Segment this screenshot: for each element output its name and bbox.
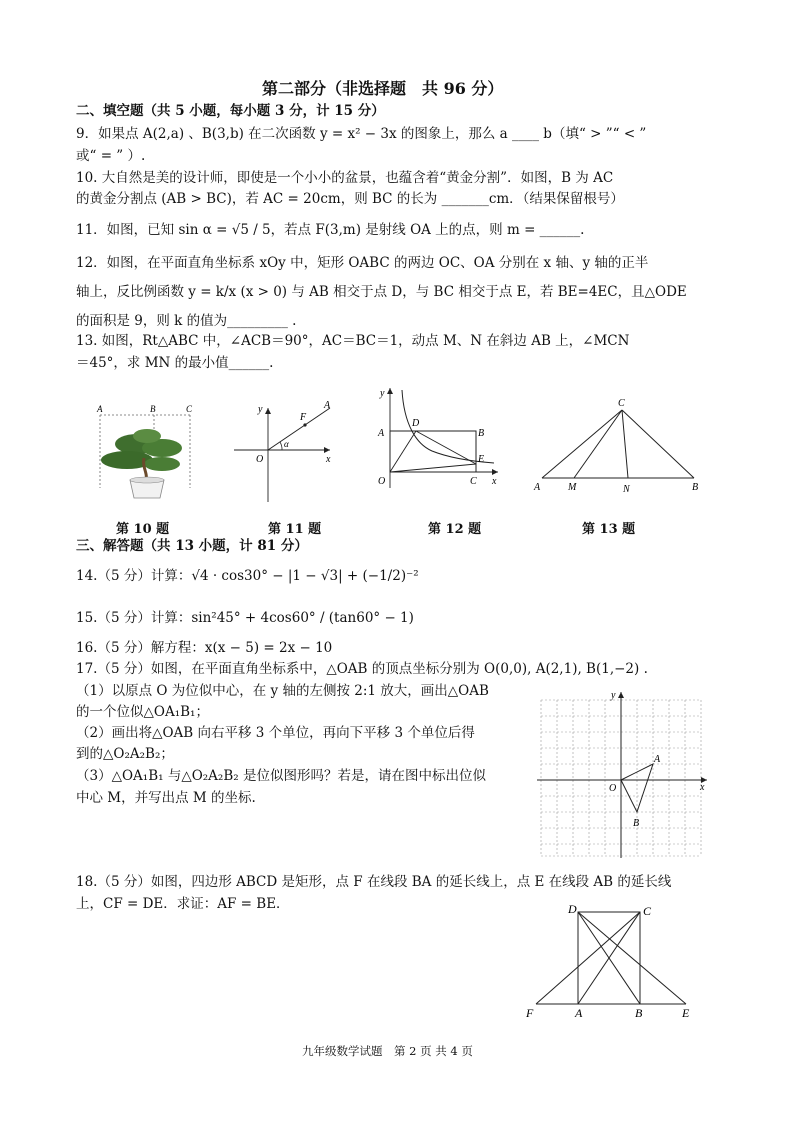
fig12-label-x: x (492, 476, 497, 487)
q11: 11．如图，已知 sin α = √5 / 5，若点 F(3,m) 是射线 OA 上的点，则 m = ______. (76, 222, 585, 238)
q17-part1b: 的一个位似△OA₁B₁； (76, 704, 209, 720)
fig18-label-a: A (575, 1006, 583, 1020)
figure-11-ray (226, 398, 336, 506)
fig18-label-f: F (526, 1006, 534, 1020)
fig18-label-d: D (568, 902, 577, 916)
fig18-label-c: C (643, 904, 652, 918)
q16: 16.（5 分）解方程：x(x − 5) = 2x − 10 (76, 640, 333, 656)
section2-title: 二、填空题（共 5 小题，每小题 3 分，计 15 分） (76, 103, 385, 119)
q17-part2a: （2）画出将△OAB 向右平移 3 个单位，再向下平移 3 个单位后得 (76, 725, 475, 741)
q17-part3b: 中心 M，并写出点 M 的坐标. (76, 790, 256, 806)
q15: 15.（5 分）计算：sin²45° + 4cos60° / (tan60° − 1) (76, 610, 414, 626)
fig13-label-c: C (618, 398, 625, 409)
q9-line1: 9．如果点 A(2,a) 、B(3,b) 在二次函数 y = x² − 3x 的图象上，那么 a ____ b（填“ > ”“ < ” (76, 126, 647, 142)
section3-title: 三、解答题（共 13 小题，计 81 分） (76, 538, 308, 554)
fig18-label-b: B (635, 1006, 643, 1020)
caption-10: 第 10 题 (116, 522, 170, 537)
fig17-label-x: x (700, 782, 705, 793)
q14: 14.（5 分）计算：√4 · cos30° − |1 − √3| + (−1/2)⁻² (76, 568, 419, 584)
fig11-label-o: O (256, 454, 264, 465)
q17-part1a: （1）以原点 O 为位似中心，在 y 轴的左侧按 2:1 放大，画出△OAB (76, 683, 489, 699)
q17-part3a: （3）△OA₁B₁ 与△O₂A₂B₂ 是位似图形吗？若是，请在图中标出位似 (76, 768, 486, 784)
fig10-label-a: A (97, 404, 103, 414)
q17-line1: 17.（5 分）如图，在平面直角坐标系中，△OAB 的顶点坐标分别为 O(0,0), A(2,1), B(1,−2) . (76, 661, 648, 677)
fig12-label-c: C (470, 476, 477, 487)
fig12-label-a: A (378, 428, 385, 439)
q10-line2: 的黄金分割点 (AB > BC)，若 AC = 20cm，则 BC 的长为 _______cm．（结果保留根号） (76, 191, 624, 207)
q18-line1: 18.（5 分）如图，四边形 ABCD 是矩形，点 F 在线段 BA 的延长线上，点 E 在线段 AB 的延长线 (76, 874, 672, 890)
q13-line1: 13. 如图，Rt△ABC 中，∠ACB＝90°，AC＝BC＝1，动点 M、N 在斜边 AB 上，∠MCN (76, 333, 630, 349)
fig10-label-b: B (150, 404, 156, 414)
figure-10-bonsai (92, 398, 202, 506)
fig12-label-y: y (380, 388, 385, 399)
fig11-label-f: F (300, 412, 307, 423)
fig11-label-alpha: α (284, 439, 289, 449)
q12-line3: 的面积是 9，则 k 的值为_________ . (76, 313, 297, 329)
fig18-label-e: E (682, 1006, 690, 1020)
fig17-label-b: B (633, 818, 640, 829)
fig13-label-b: B (692, 482, 699, 493)
fig17-label-o: O (609, 783, 617, 794)
q12-line1: 12．如图，在平面直角坐标系 xOy 中，矩形 OABC 的两边 OC、OA 分别在 x 轴、y 轴的正半 (76, 255, 649, 271)
figure-12-hyperbola (372, 384, 502, 492)
q17-part2b: 到的△O₂A₂B₂； (76, 746, 174, 762)
figure-17-grid (537, 688, 709, 860)
caption-13: 第 13 题 (582, 522, 636, 537)
q9-line2: 或“ = ” ）. (76, 148, 146, 164)
caption-11: 第 11 题 (268, 522, 322, 537)
q18-line2: 上，CF = DE．求证：AF = BE． (76, 896, 290, 912)
page-footer: 九年级数学试题 第 2 页 共 4 页 (302, 1044, 473, 1058)
page-title: 第二部分（非选择题 共 96 分） (262, 79, 504, 98)
fig12-label-o: O (378, 476, 386, 487)
fig12-label-e: E (478, 454, 485, 465)
fig11-label-y: y (258, 404, 263, 415)
figure-13-triangle (530, 394, 706, 494)
fig13-label-n: N (623, 484, 630, 494)
q13-line2: ＝45°，求 MN 的最小值______. (76, 355, 274, 371)
fig11-label-a: A (324, 400, 331, 411)
fig13-label-m: M (568, 482, 577, 493)
q12-line2: 轴上，反比例函数 y = k/x (x > 0) 与 AB 相交于点 D，与 BC 相交于点 E，若 BE=4EC，且△ODE (76, 284, 687, 300)
fig10-label-c: C (186, 404, 193, 414)
fig12-label-b: B (478, 428, 485, 439)
fig13-label-a: A (534, 482, 541, 493)
fig17-label-a: A (654, 754, 661, 765)
figure-18-rectangle (522, 900, 702, 1022)
fig12-label-d: D (412, 418, 420, 429)
fig11-label-x: x (326, 454, 331, 465)
q10-line1: 10. 大自然是美的设计师，即使是一个小小的盆景，也蕴含着“黄金分割”．如图，B 为 AC (76, 170, 614, 186)
fig17-label-y: y (611, 690, 616, 701)
caption-12: 第 12 题 (428, 522, 482, 537)
